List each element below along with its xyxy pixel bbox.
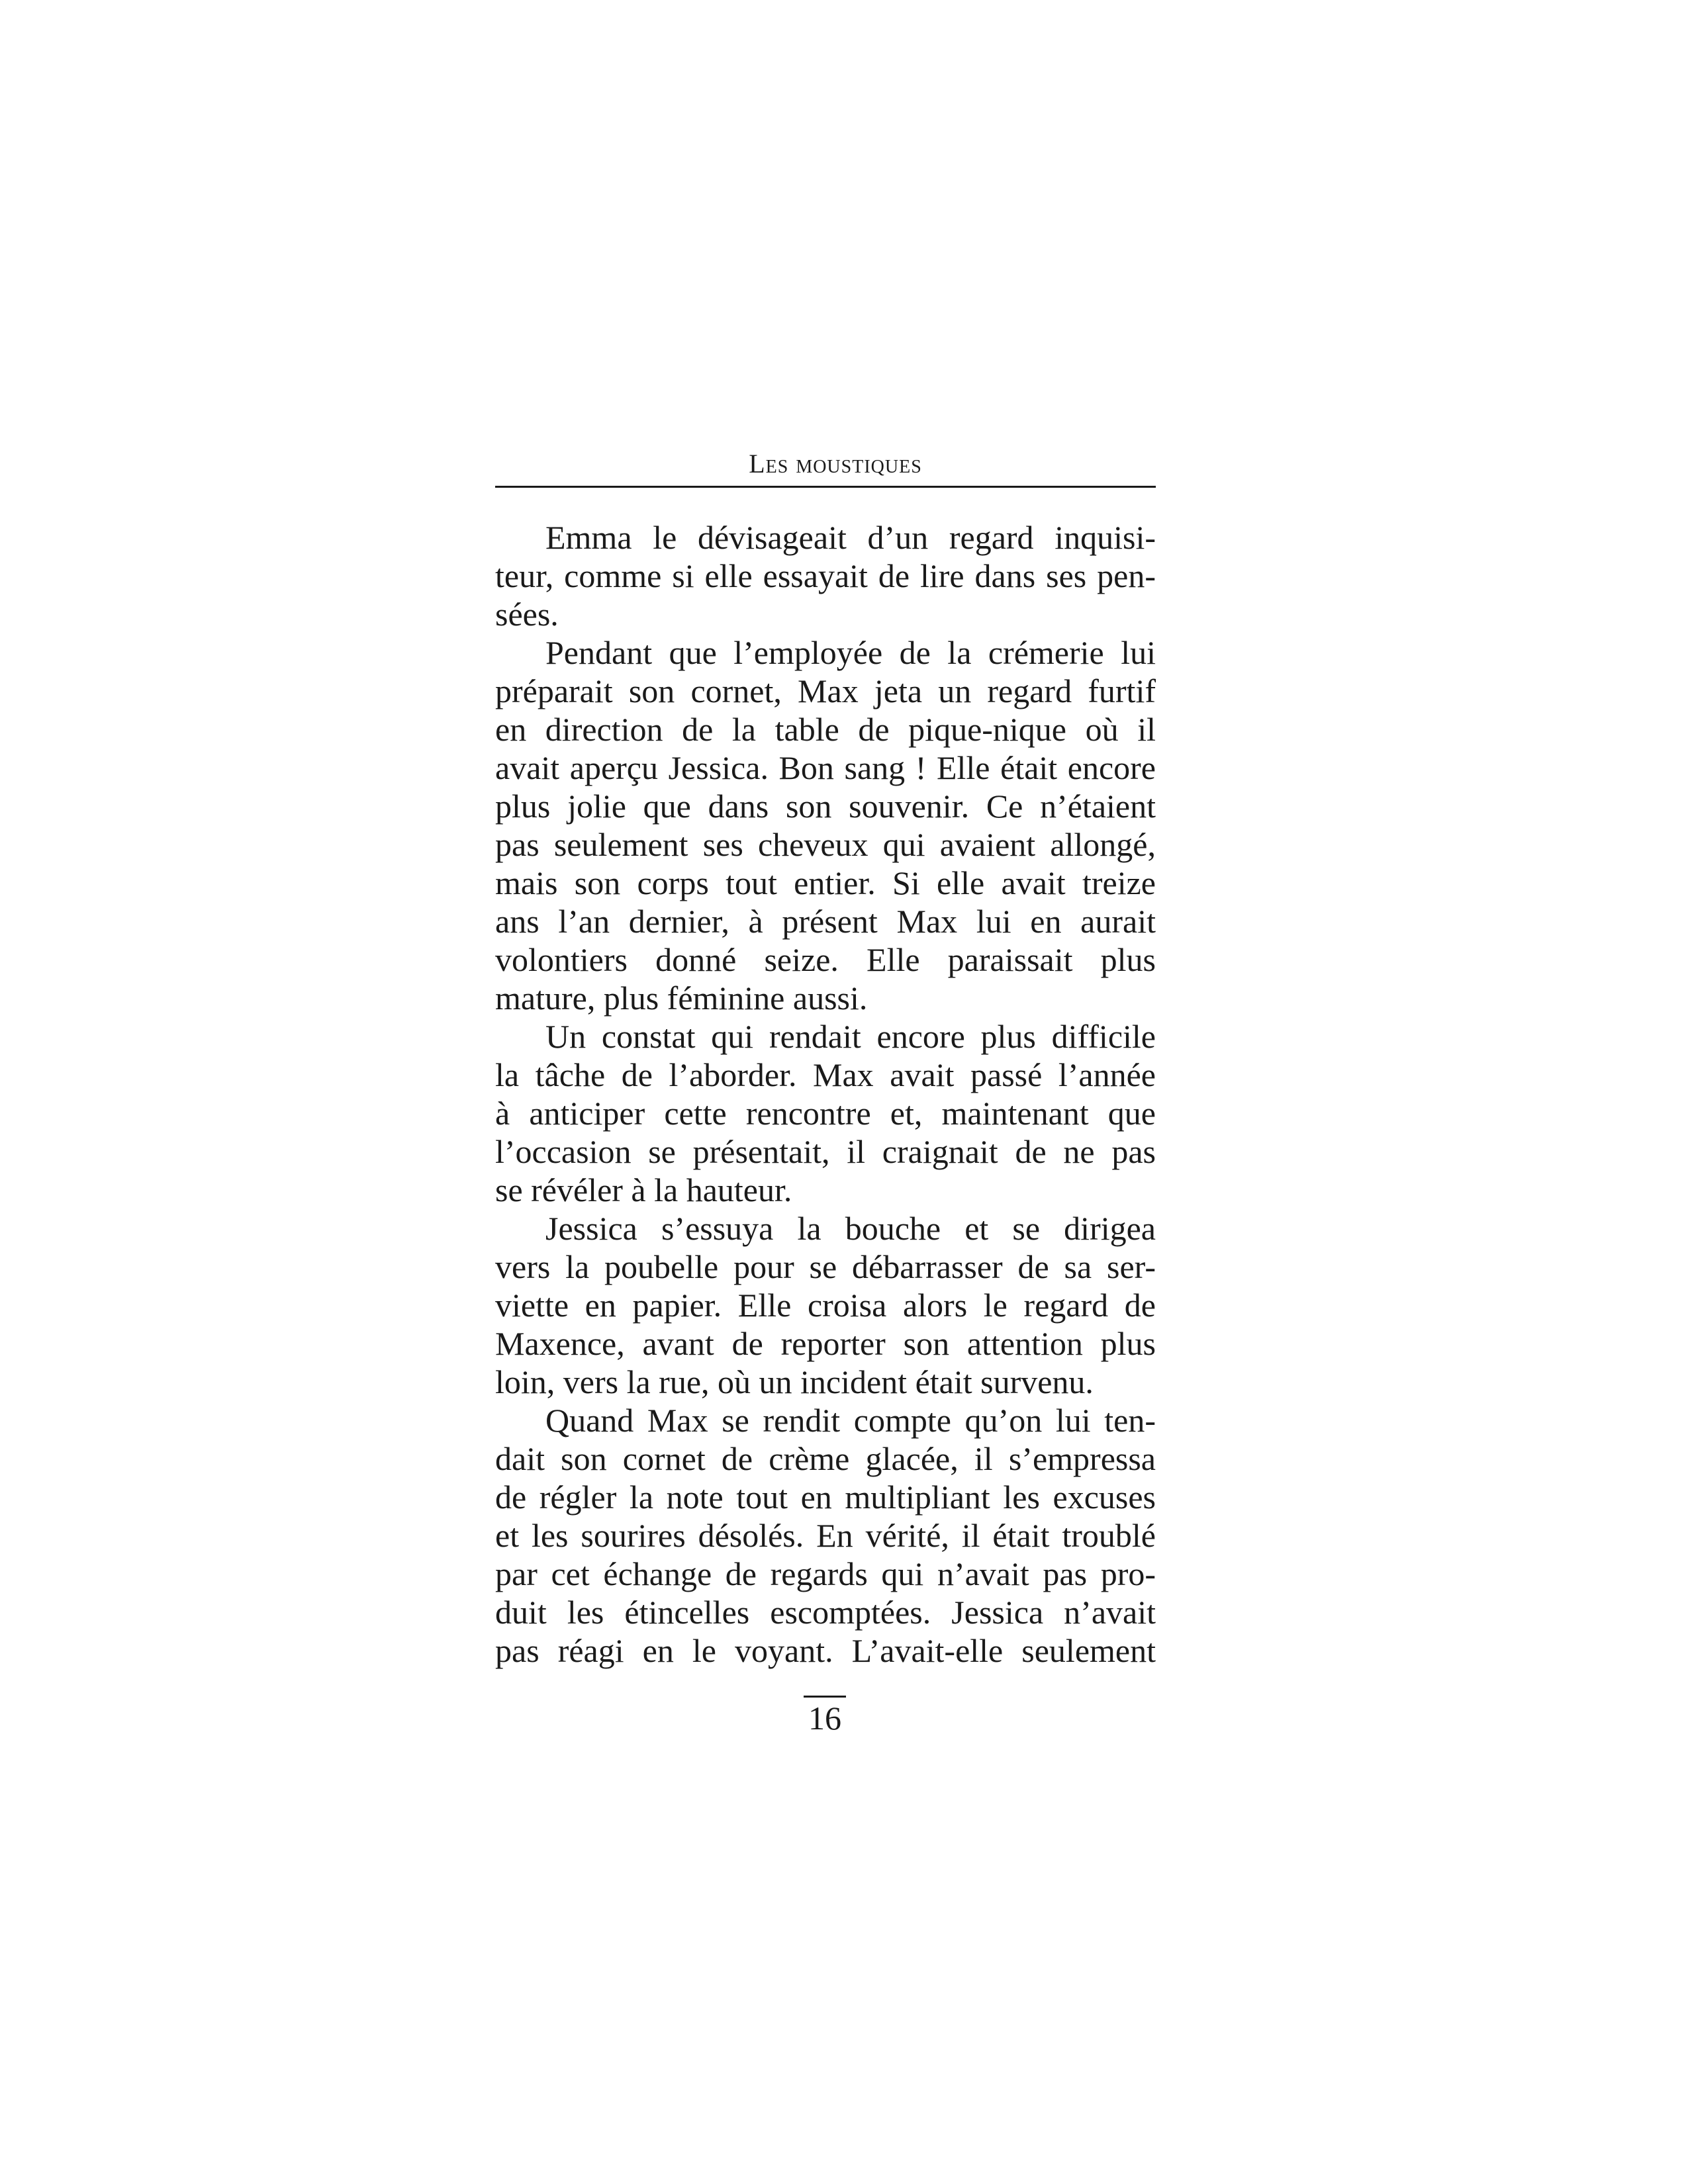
text-line: de régler la note tout en multipliant les excuses xyxy=(495,1479,1156,1516)
text-line: mais son corps tout entier. Si elle avait treize xyxy=(495,864,1156,901)
text-line: Jessica s’essuya la bouche et se dirigea xyxy=(545,1210,1156,1247)
text-line: Pendant que l’employée de la crémerie lui xyxy=(545,634,1156,671)
text-line: se révéler à la hauteur. xyxy=(495,1171,792,1208)
paragraph-5 xyxy=(495,1401,1156,1670)
text-line: sées. xyxy=(495,596,559,633)
text-line: Un constat qui rendait encore plus difficile xyxy=(545,1018,1156,1055)
text-line: avait aperçu Jessica. Bon sang ! Elle était encore xyxy=(495,749,1156,786)
body-text xyxy=(495,518,1156,1670)
text-line: Maxence, avant de reporter son attention plus xyxy=(495,1325,1156,1362)
paragraph-3 xyxy=(495,1017,1156,1209)
text-line: duit les étincelles escomptées. Jessica n’avait xyxy=(495,1594,1156,1631)
text-line: et les sourires désolés. En vérité, il était troublé xyxy=(495,1517,1156,1554)
text-line: mature, plus féminine aussi. xyxy=(495,979,868,1017)
paragraph-1 xyxy=(495,518,1156,633)
text-line: pas réagi en le voyant. L’avait-elle seulement xyxy=(495,1632,1156,1669)
text-line: Quand Max se rendit compte qu’on lui ten- xyxy=(545,1402,1156,1439)
running-header-title: Les moustiques xyxy=(749,449,922,478)
text-line: en direction de la table de pique-nique où il xyxy=(495,711,1156,748)
text-line: préparait son cornet, Max jeta un regard furtif xyxy=(495,672,1156,709)
text-line: dait son cornet de crème glacée, il s’empressa xyxy=(495,1440,1156,1477)
text-line: ans l’an dernier, à présent Max lui en aurait xyxy=(495,903,1156,940)
paragraph-4 xyxy=(495,1209,1156,1401)
text-line: la tâche de l’aborder. Max avait passé l’année xyxy=(495,1056,1156,1093)
text-line: volontiers donné seize. Elle paraissait plus xyxy=(495,941,1156,978)
text-line: teur, comme si elle essayait de lire dans ses pen- xyxy=(495,557,1156,594)
text-line: Emma le dévisageait d’un regard inquisi- xyxy=(545,519,1156,556)
paragraph-2 xyxy=(495,633,1156,1017)
running-header xyxy=(495,442,1156,488)
text-line: plus jolie que dans son souvenir. Ce n’étaient xyxy=(495,788,1156,825)
page-number: 16 xyxy=(804,1696,846,1737)
text-line: par cet échange de regards qui n’avait pas pro- xyxy=(495,1555,1156,1592)
text-line: à anticiper cette rencontre et, maintenant que xyxy=(495,1095,1156,1132)
text-line: viette en papier. Elle croisa alors le regard de xyxy=(495,1287,1156,1324)
text-line: pas seulement ses cheveux qui avaient allongé, xyxy=(495,826,1156,863)
text-line: l’occasion se présentait, il craignait de ne pas xyxy=(495,1133,1156,1170)
text-line: loin, vers la rue, où un incident était survenu. xyxy=(495,1363,1094,1400)
text-line: vers la poubelle pour se débarrasser de sa ser- xyxy=(495,1248,1156,1285)
